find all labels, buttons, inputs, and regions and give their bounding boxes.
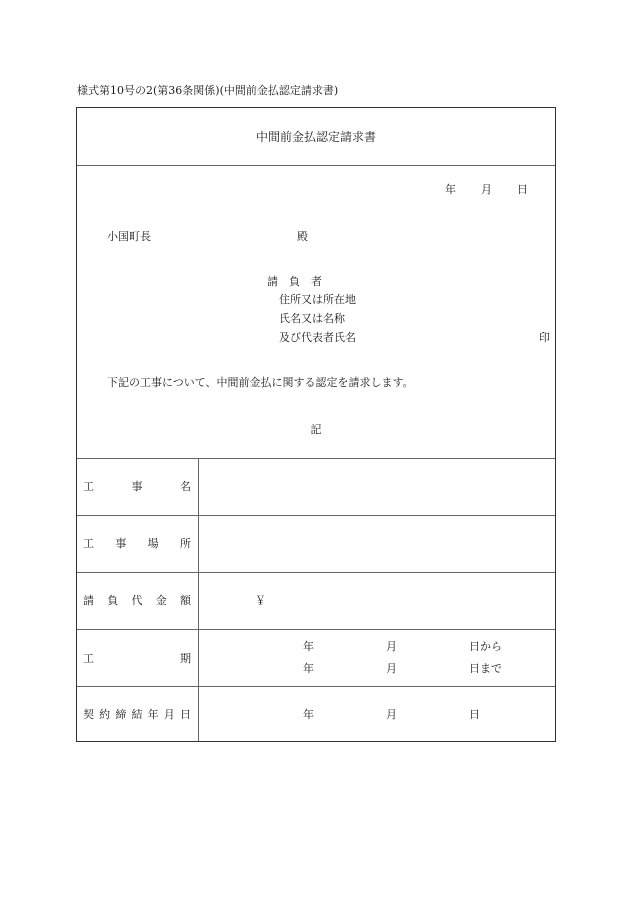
label-char: 金 (155, 594, 167, 607)
divider-row-1 (77, 515, 555, 516)
date-month-label: 月 (481, 183, 492, 196)
label-char: 日 (179, 708, 191, 721)
form-box (76, 107, 556, 742)
contractor-label: 請 負 者 (267, 275, 322, 288)
divider-row-3 (77, 629, 555, 630)
contract-date-month: 月 (386, 708, 397, 721)
label-char: 契 (83, 708, 94, 721)
row-label-contract-amount (83, 594, 191, 607)
period-from-year: 年 (303, 640, 314, 653)
addressee-name: 小国町長 (107, 230, 151, 243)
form-title: 中間前金払認定請求書 (255, 130, 376, 144)
label-char: 所 (179, 537, 191, 550)
divider-title (77, 165, 555, 166)
label-char: 負 (107, 594, 119, 607)
period-to-day: 日まで (469, 662, 502, 675)
label-char: 名 (180, 480, 191, 493)
label-char: 年 (147, 708, 159, 721)
row-label-period (83, 652, 191, 665)
seal-mark: 印 (539, 331, 550, 344)
label-char: 事 (115, 537, 127, 550)
divider-row-4 (77, 686, 555, 687)
label-char: 結 (131, 708, 143, 721)
date-day-label: 日 (517, 183, 528, 196)
contractor-name-label: 氏名又は名称 (279, 312, 345, 325)
yen-sign: ￥ (255, 594, 266, 607)
contractor-address-label: 住所又は所在地 (279, 293, 356, 306)
contractor-representative-label: 及び代表者氏名 (279, 331, 356, 344)
label-char: 工 (83, 480, 94, 493)
contract-date-year: 年 (303, 708, 314, 721)
row-label-construction-site (83, 537, 191, 550)
period-from-day: 日から (469, 640, 502, 653)
label-char: 締 (115, 708, 127, 721)
row-label-contract-date (83, 708, 191, 721)
period-from-month: 月 (386, 640, 397, 653)
label-char: 代 (131, 594, 143, 607)
row-label-construction-name (83, 480, 191, 493)
label-char: 期 (180, 652, 191, 665)
divider-table-top (77, 458, 555, 459)
label-char: 場 (147, 537, 159, 550)
contract-date-day: 日 (469, 708, 480, 721)
divider-row-2 (77, 572, 555, 573)
divider-label-column (198, 458, 199, 741)
date-year-label: 年 (445, 183, 456, 196)
period-to-year: 年 (303, 662, 314, 675)
label-char: 工 (83, 537, 94, 550)
label-char: 月 (163, 708, 175, 721)
label-char: 事 (131, 480, 143, 493)
label-char: 工 (83, 652, 94, 665)
label-char: 請 (83, 594, 94, 607)
label-char: 約 (99, 708, 111, 721)
label-char: 額 (180, 594, 191, 607)
period-to-month: 月 (386, 662, 397, 675)
form-heading: 様式第10号の2(第36条関係)(中間前金払認定請求書) (77, 84, 339, 97)
addressee-honorific: 殿 (297, 230, 308, 243)
request-text: 下記の工事について、中間前金払に関する認定を請求します。 (107, 376, 414, 389)
ki-mark: 記 (310, 423, 322, 436)
